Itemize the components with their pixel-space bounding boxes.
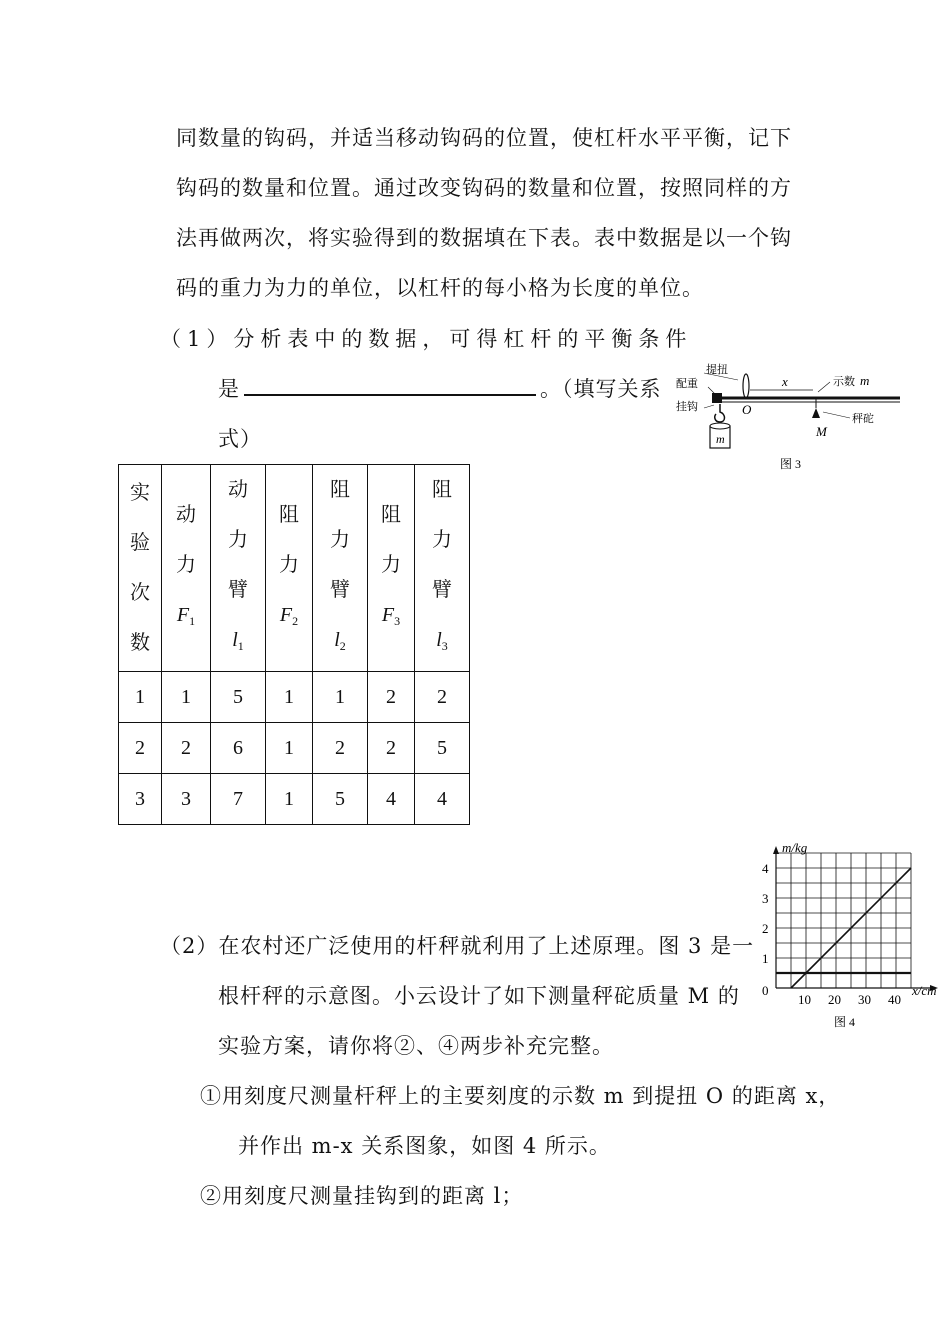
table-cell: 1 — [119, 672, 162, 723]
header-cell — [368, 465, 415, 672]
header-symbol: $l_1$ — [232, 629, 244, 653]
q2-line-1: （2）在农村还广泛使用的杆秤就利用了上述原理。图 3 是一 — [160, 934, 755, 958]
paragraph-line-2: 钩码的数量和位置。通过改变钩码的数量和位置，按照同样的方 — [176, 176, 792, 200]
table-cell: 5 — [415, 723, 470, 774]
header-cell — [162, 465, 211, 672]
fig4-ylabel: m/kg — [782, 840, 808, 855]
table-cell: 2 — [368, 672, 415, 723]
header-cell — [266, 465, 313, 672]
table-cell: 2 — [368, 723, 415, 774]
fig3-label-guagou: 挂钩 — [676, 401, 698, 413]
fig4-origin: 0 — [762, 983, 769, 998]
header-char: 臂 — [228, 579, 248, 601]
header-symbol: $l_2$ — [334, 629, 346, 653]
fig3-label-peizhong: 配重 — [676, 378, 698, 390]
table-cell: 1 — [266, 774, 313, 825]
table-cell: 1 — [266, 723, 313, 774]
q1-line-3: 式） — [218, 427, 262, 451]
fig3-label-x: x — [782, 374, 788, 389]
table-cell: 3 — [119, 774, 162, 825]
table-cell: 1 — [162, 672, 211, 723]
figure-3-steelyard — [668, 360, 908, 475]
table-cell: 7 — [211, 774, 266, 825]
header-char: 实 — [130, 482, 150, 504]
q1-answer-blank[interactable] — [244, 374, 536, 396]
table-cell: 4 — [368, 774, 415, 825]
table-cell: 6 — [211, 723, 266, 774]
header-char: 动 — [228, 479, 248, 501]
q2-step-2: ②用刻度尺测量挂钩到的距离 l； — [200, 1184, 524, 1208]
paragraph-line-4: 码的重力为力的单位，以杠杆的每小格为长度的单位。 — [176, 276, 704, 300]
header-char: 次 — [130, 582, 150, 604]
table-cell: 1 — [266, 672, 313, 723]
fig3-label-chengtuo: 秤砣 — [852, 413, 874, 425]
header-char: 阻 — [432, 479, 452, 501]
table-cell: 2 — [313, 723, 368, 774]
x-tick-label: 20 — [828, 992, 841, 1007]
y-tick-label: 1 — [762, 951, 769, 966]
y-tick-label: 3 — [762, 891, 769, 906]
table-cell: 5 — [313, 774, 368, 825]
y-tick-label: 2 — [762, 921, 769, 936]
table-cell: 2 — [415, 672, 470, 723]
table-cell: 3 — [162, 774, 211, 825]
header-symbol: $F_3$ — [381, 604, 401, 628]
table-cell: 2 — [162, 723, 211, 774]
q1-prefix: 是 — [218, 377, 240, 401]
x-tick-label: 40 — [888, 992, 901, 1007]
table-cell: 2 — [119, 723, 162, 774]
header-cell — [313, 465, 368, 672]
table-row — [119, 774, 470, 825]
header-char: 力 — [228, 529, 248, 551]
header-char: 数 — [130, 632, 150, 654]
header-char: 力 — [330, 529, 350, 551]
fig3-label-tiniu: 提扭 — [706, 364, 728, 376]
fig3-label-O: O — [742, 402, 752, 417]
paragraph-line-3: 法再做两次，将实验得到的数据填在下表。表中数据是以一个钩 — [176, 226, 792, 250]
header-cell — [119, 465, 162, 672]
q2-line-3: 实验方案，请你将②、④两步补充完整。 — [218, 1034, 614, 1058]
q1-line-2 — [218, 373, 662, 403]
header-char: 力 — [279, 554, 299, 576]
q2-line-2: 根杆秤的示意图。小云设计了如下测量秤砣质量 M 的 — [218, 984, 740, 1008]
header-symbol: $F_1$ — [176, 604, 196, 628]
q1-suffix: 。（填写关系 — [540, 377, 662, 401]
q2-step-1a: ①用刻度尺测量杆秤上的主要刻度的示数 m 到提扭 O 的距离 x， — [200, 1084, 841, 1108]
fig3-label-shishu: 示数 — [833, 376, 855, 388]
header-char: 力 — [432, 529, 452, 551]
table-header-row — [119, 465, 470, 672]
fig3-label-M: M — [816, 424, 827, 439]
table-cell: 5 — [211, 672, 266, 723]
q2-step-1b: 并作出 m-x 关系图象，如图 4 所示。 — [238, 1134, 611, 1158]
data-table — [118, 464, 470, 825]
header-char: 验 — [130, 532, 150, 554]
header-char: 力 — [176, 554, 196, 576]
table-cell: 1 — [313, 672, 368, 723]
fig4-xlabel: x/cm — [912, 983, 937, 998]
y-tick-label: 4 — [762, 861, 769, 876]
table-row — [119, 672, 470, 723]
header-symbol: $l_3$ — [436, 629, 448, 653]
fig3-label-weight: m — [716, 432, 725, 446]
header-char: 动 — [176, 504, 196, 526]
header-char: 力 — [381, 554, 401, 576]
header-cell — [415, 465, 470, 672]
header-char: 阻 — [381, 504, 401, 526]
figure-4-m-x-graph — [754, 836, 944, 1036]
x-tick-label: 30 — [858, 992, 871, 1007]
header-cell — [211, 465, 266, 672]
q1-line-1: （1）分析表中的数据，可得杠杆的平衡条件 — [160, 327, 693, 351]
fig3-label-m: m — [860, 373, 870, 388]
table-cell: 4 — [415, 774, 470, 825]
header-char: 臂 — [330, 579, 350, 601]
header-char: 阻 — [330, 479, 350, 501]
header-char: 阻 — [279, 504, 299, 526]
x-tick-label: 10 — [798, 992, 811, 1007]
header-symbol: $F_2$ — [279, 604, 299, 628]
table-row — [119, 723, 470, 774]
fig4-caption: 图 4 — [834, 1015, 856, 1029]
header-char: 臂 — [432, 579, 452, 601]
fig3-caption: 图 3 — [780, 457, 802, 471]
paragraph-line-1: 同数量的钩码，并适当移动钩码的位置，使杠杆水平平衡，记下 — [176, 126, 792, 150]
